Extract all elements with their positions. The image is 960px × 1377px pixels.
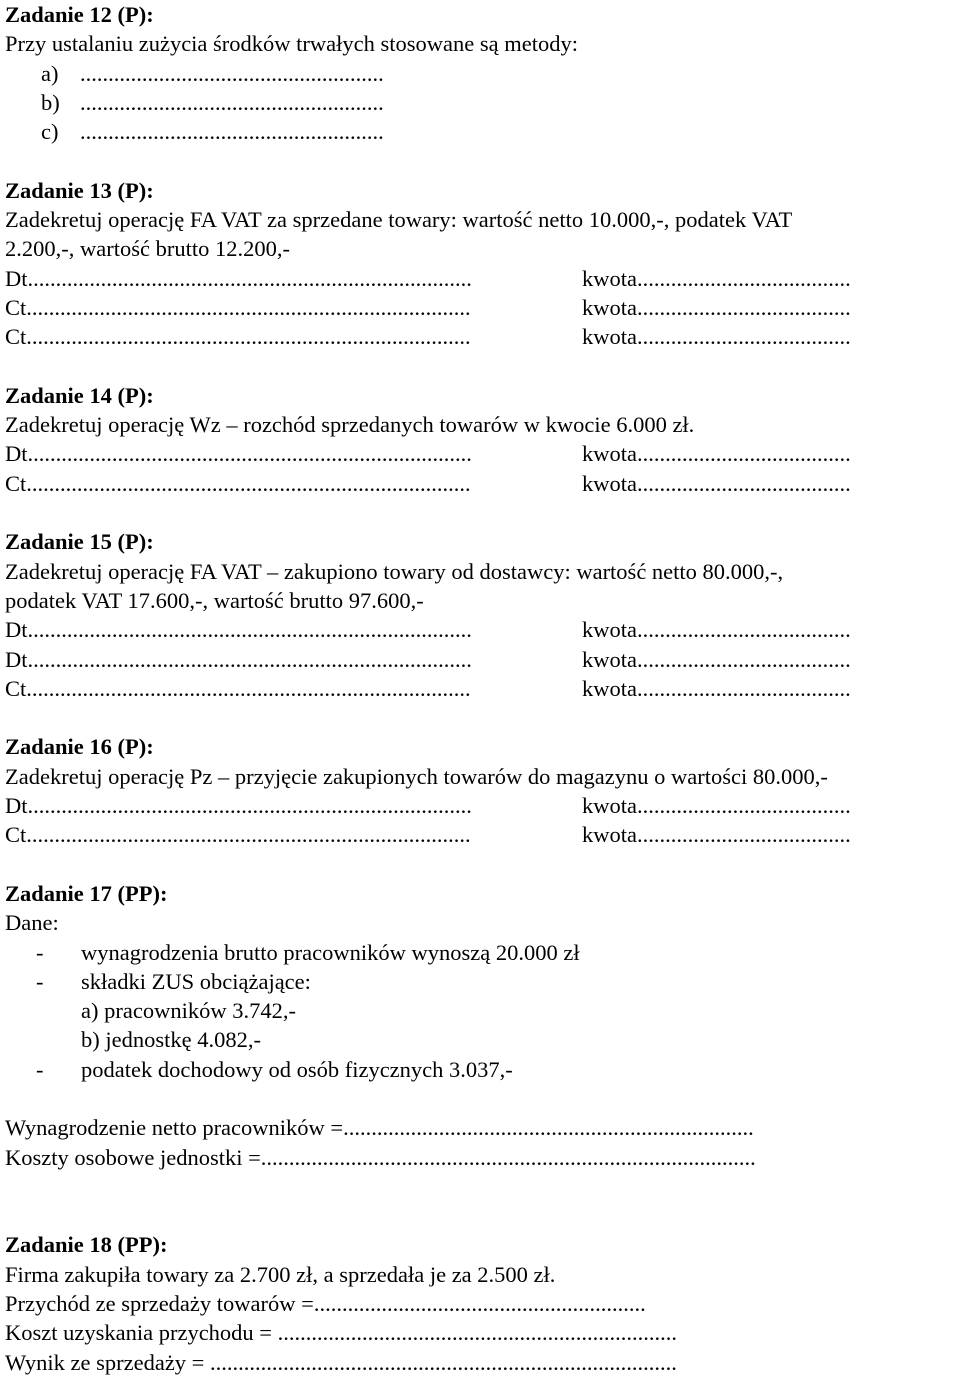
task-17-question-1: Wynagrodzenie netto pracowników =.........................................................................	[5, 1115, 754, 1141]
spacer	[5, 1172, 960, 1201]
task-12-option-a: a) ......................................................	[41, 60, 384, 86]
task-17-item-1: - wynagrodzenia brutto pracowników wynoszą 20.000 zł	[36, 939, 580, 965]
spacer	[5, 498, 960, 527]
task-13-text-line-2: 2.200,-, wartość brutto 12.200,-	[5, 236, 290, 262]
task-18-question-3: Wynik ze sprzedaży = ...................................................................................	[5, 1349, 677, 1375]
task-15-heading: Zadanie 15 (P):	[5, 529, 154, 555]
task-12-text: Przy ustalaniu zużycia środków trwałych stosowane są metody:	[5, 31, 578, 57]
task-18-text: Firma zakupiła towary za 2.700 zł, a sprzedała je za 2.500 zł.	[5, 1261, 556, 1287]
task-15-entry-3: Ct............................................................................... kwota......................................	[5, 675, 851, 701]
task-13-entry-2: Ct............................................................................... kwota......................................	[5, 294, 851, 320]
task-15-entry-2: Dt............................................................................... kwota......................................	[5, 646, 851, 672]
task-13-text-line-1: Zadekretuj operację FA VAT za sprzedane towary: wartość netto 10.000,-, podatek VAT	[5, 207, 793, 233]
task-14-text: Zadekretuj operację Wz – rozchód sprzedanych towarów w kwocie 6.000 zł.	[5, 412, 695, 438]
task-17-sub-a: a) pracowników 3.742,-	[81, 998, 296, 1024]
task-18-question-1: Przychód ze sprzedaży towarów =...........................................................	[5, 1291, 646, 1317]
task-13-heading: Zadanie 13 (P):	[5, 177, 154, 203]
spacer	[5, 1201, 960, 1230]
task-15-entry-1: Dt............................................................................... kwota......................................	[5, 617, 851, 643]
task-17-question-2: Koszty osobowe jednostki =........................................................................................	[5, 1144, 756, 1170]
spacer	[5, 703, 960, 732]
task-18-question-2: Koszt uzyskania przychodu = .......................................................................	[5, 1320, 677, 1346]
task-16-heading: Zadanie 16 (P):	[5, 734, 154, 760]
task-17-item-2: - składki ZUS obciążające:	[36, 968, 311, 994]
task-13-entry-1: Dt............................................................................... kwota......................................	[5, 265, 851, 291]
task-17-sub-b: b) jednostkę 4.082,-	[81, 1027, 261, 1053]
task-12-option-b: b) ......................................................	[41, 89, 384, 115]
task-17-given-label: Dane:	[5, 910, 59, 936]
task-15-text-line-1: Zadekretuj operację FA VAT – zakupiono towary od dostawcy: wartość netto 80.000,-,	[5, 558, 784, 584]
document-page	[5, 0, 960, 1377]
spacer	[5, 146, 960, 175]
task-18-heading: Zadanie 18 (PP):	[5, 1232, 168, 1258]
task-14-entry-2: Ct............................................................................... kwota......................................	[5, 470, 851, 496]
task-16-entry-2: Ct............................................................................... kwota......................................	[5, 822, 851, 848]
task-16-entry-1: Dt............................................................................... kwota......................................	[5, 793, 851, 819]
spacer	[5, 352, 960, 381]
task-14-heading: Zadanie 14 (P):	[5, 382, 154, 408]
task-17-heading: Zadanie 17 (PP):	[5, 880, 168, 906]
task-12-option-c: c) ......................................................	[41, 119, 384, 145]
task-14-entry-1: Dt............................................................................... kwota......................................	[5, 441, 851, 467]
task-17-item-3: - podatek dochodowy od osób fizycznych 3.037,-	[36, 1056, 513, 1082]
task-12-heading: Zadanie 12 (P):	[5, 2, 154, 27]
task-15-text-line-2: podatek VAT 17.600,-, wartość brutto 97.600,-	[5, 587, 424, 613]
spacer	[5, 850, 960, 879]
task-13-entry-3: Ct............................................................................... kwota......................................	[5, 324, 851, 350]
task-16-text: Zadekretuj operację Pz – przyjęcie zakupionych towarów do magazynu o wartości 80.000,-	[5, 763, 828, 789]
spacer	[5, 1084, 960, 1113]
